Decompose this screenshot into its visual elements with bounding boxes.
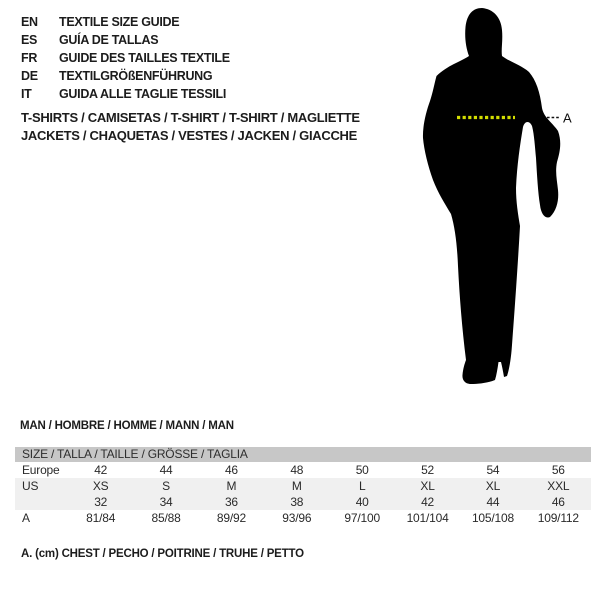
garment-category-line2: JACKETS / CHAQUETAS / VESTES / JACKEN / GIACCHE bbox=[21, 128, 357, 143]
table-cell: M bbox=[226, 479, 237, 493]
table-cell: 50 bbox=[355, 463, 369, 477]
table-cell: 32 bbox=[94, 495, 108, 509]
table-cell: 48 bbox=[290, 463, 304, 477]
table-cell: XL bbox=[485, 479, 501, 493]
table-cell: 52 bbox=[421, 463, 435, 477]
table-cell: S bbox=[162, 479, 170, 493]
measurement-footnote: A. (cm) CHEST / PECHO / POITRINE / TRUHE / PETTO bbox=[21, 548, 304, 560]
language-label: GUIDE DES TAILLES TEXTILE bbox=[59, 51, 230, 65]
man-silhouette-shape bbox=[423, 8, 560, 384]
table-cell: 42 bbox=[421, 495, 435, 509]
table-cell: 46 bbox=[224, 463, 238, 477]
language-label: TEXTILGRÖßENFÜHRUNG bbox=[59, 69, 213, 83]
table-cell: 109/112 bbox=[537, 511, 579, 525]
table-cell: 44 bbox=[159, 463, 173, 477]
size-table bbox=[15, 447, 591, 526]
language-label: GUÍA DE TALLAS bbox=[59, 33, 159, 47]
table-cell: 105/108 bbox=[471, 511, 514, 525]
language-code: DE bbox=[21, 69, 38, 83]
row-label: Europe bbox=[22, 463, 60, 477]
language-guide-list bbox=[21, 13, 230, 103]
language-code: EN bbox=[21, 15, 38, 29]
language-row-es bbox=[21, 31, 230, 49]
table-cell: 89/92 bbox=[216, 511, 246, 525]
table-cell: 44 bbox=[486, 495, 500, 509]
table-cell: 40 bbox=[355, 495, 369, 509]
table-row-numeric bbox=[15, 494, 591, 510]
language-code: FR bbox=[21, 51, 38, 65]
row-label: A bbox=[22, 511, 30, 525]
table-cell: XXL bbox=[547, 479, 570, 493]
language-label: TEXTILE SIZE GUIDE bbox=[59, 15, 180, 29]
table-cell: L bbox=[358, 479, 366, 493]
language-code: IT bbox=[21, 87, 32, 101]
table-cell: 42 bbox=[94, 463, 108, 477]
table-cell: 56 bbox=[551, 463, 565, 477]
garment-category-line1: T-SHIRTS / CAMISETAS / T-SHIRT / T-SHIRT / MAGLIETTE bbox=[21, 110, 360, 125]
language-row-it bbox=[21, 85, 230, 103]
man-silhouette-figure bbox=[400, 0, 600, 400]
table-cell: XL bbox=[420, 479, 435, 493]
table-cell: 81/84 bbox=[86, 511, 116, 525]
table-cell: 34 bbox=[159, 495, 173, 509]
table-cell: 85/88 bbox=[151, 511, 181, 525]
garment-category bbox=[21, 109, 360, 145]
language-row-de bbox=[21, 67, 230, 85]
language-label: GUIDA ALLE TAGLIE TESSILI bbox=[59, 87, 227, 101]
table-cell: 54 bbox=[486, 463, 500, 477]
table-cell: M bbox=[291, 479, 302, 493]
row-label: US bbox=[22, 479, 39, 493]
table-cell: XS bbox=[92, 479, 109, 493]
table-cell: 36 bbox=[224, 495, 238, 509]
table-row-chest-a bbox=[15, 510, 591, 526]
language-code: ES bbox=[21, 33, 38, 47]
size-table-header: SIZE / TALLA / TAILLE / GRÖSSE / TAGLIA bbox=[15, 447, 591, 462]
language-row-fr bbox=[21, 49, 230, 67]
section-title-man: MAN / HOMBRE / HOMME / MANN / MAN bbox=[20, 420, 234, 432]
table-cell: 93/96 bbox=[282, 511, 312, 525]
row-label bbox=[15, 494, 68, 510]
language-row-en bbox=[21, 13, 230, 31]
table-cell: 101/104 bbox=[406, 511, 449, 525]
measure-a-label: A bbox=[563, 110, 572, 126]
table-cell: 46 bbox=[551, 495, 565, 509]
table-cell: 38 bbox=[290, 495, 304, 509]
table-row-europe bbox=[15, 462, 591, 478]
table-row-us bbox=[15, 478, 591, 494]
table-cell: 97/100 bbox=[344, 511, 380, 525]
